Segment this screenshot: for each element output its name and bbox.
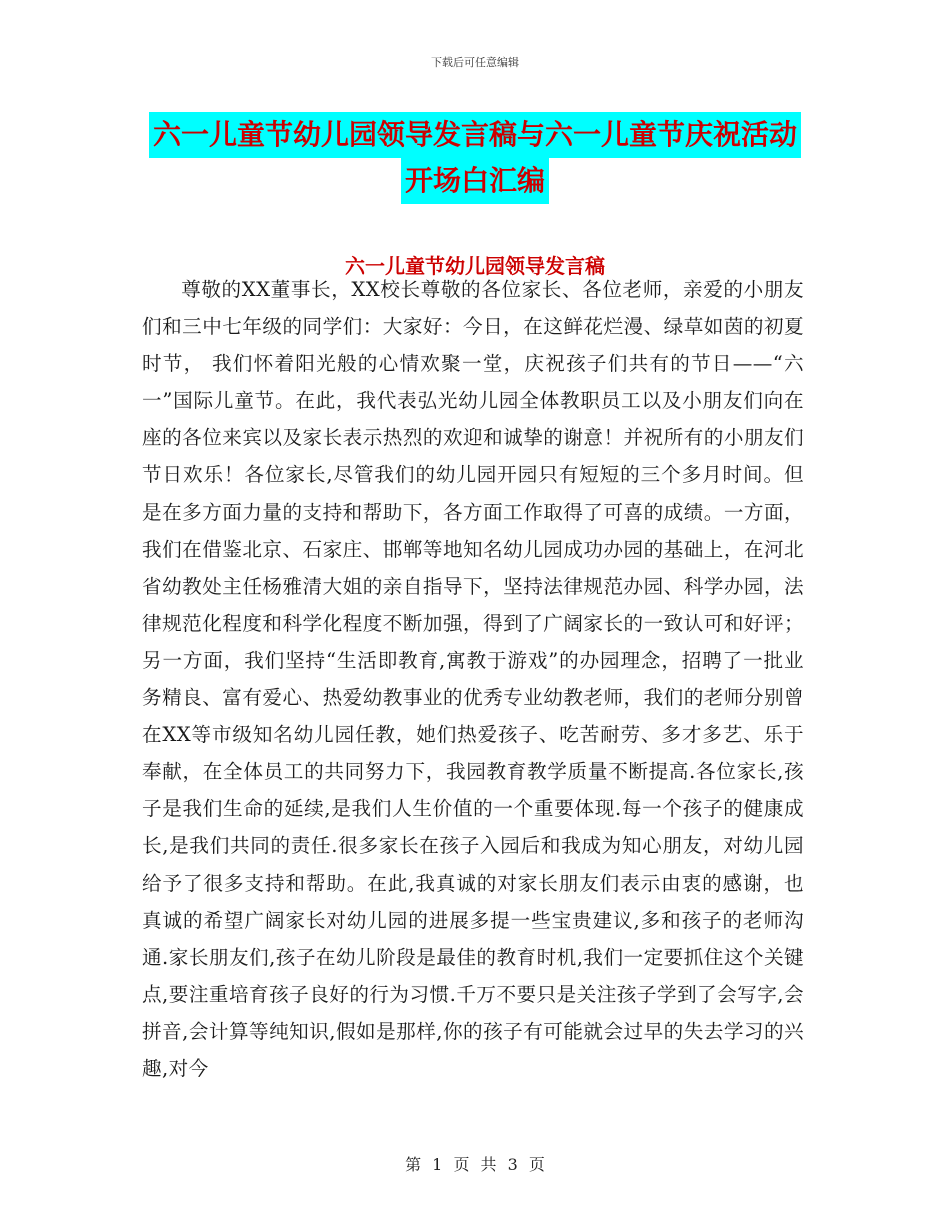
body-paragraph: 尊敬的XX董事长，XX校长尊敬的各位家长、各位老师，亲爱的小朋友们和三中七年级的同学们：大家好：今日，在这鲜花烂漫、绿草如茵的初夏时节， 我们怀着阳光般的心情欢聚一堂，庆祝孩子们共有的节日——“六一”国际儿童节。在此，我代表弘光幼儿园全体教职员工以及小朋友们向在座的各位来宾以及家长表示热烈的欢迎和诚挚的谢意！并祝所有的小朋友们节日欢乐！各位家长,尽管我们的幼儿园开园只有短短的三个多月时间。但是在多方面力量的支持和帮助下，各方面工作取得了可喜的成绩。一方面，我们在借鉴北京、石家庄、邯郸等地知名幼儿园成功办园的基础上，在河北省幼教处主任杨雅清大姐的亲自指导下，坚持法律规范办园、科学办园，法律规范化程度和科学化程度不断加强，得到了广阔家长的一致认可和好评；另一方面，我们坚持“生活即教育,寓教于游戏”的办园理念，招聘了一批业务精良、富有爱心、热爱幼教事业的优秀专业幼教老师，我们的老师分别曾在XX等市级知名幼儿园任教，她们热爱孩子、吃苦耐劳、多才多艺、乐于奉献，在全体员工的共同努力下，我园教育教学质量不断提高.各位家长,孩子是我们生命的延续,是我们人生价值的一个重要体现.每一个孩子的健康成长,是我们共同的责任.很多家长在孩子入园后和我成为知心朋友，对幼儿园给予了很多支持和帮助。在此,我真诚的对家长朋友们表示由衷的感谢，也真诚的希望广阔家长对幼儿园的进展多提一些宝贵建议,多和孩子的老师沟通.家长朋友们,孩子在幼儿阶段是最佳的教育时机,我们一定要抓住这个关键点,要注重培育孩子良好的行为习惯.千万不要只是关注孩子学到了会写字,会拼音,会计算等纯知识,假如是那样,你的孩子有可能就会过早的失去学习的兴趣,对今 (142, 278, 804, 1080)
document-title-line-1: 六一儿童节幼儿园领导发言稿与六一儿童节庆祝活动 (149, 112, 801, 158)
document-title (0, 112, 950, 204)
document-title-line-2: 开场白汇编 (401, 158, 549, 204)
header-note: 下载后可任意编辑 (431, 56, 519, 69)
page-footer: 第 1 页 共 3 页 (405, 1155, 545, 1174)
section-title: 六一儿童节幼儿园领导发言稿 (345, 254, 605, 278)
